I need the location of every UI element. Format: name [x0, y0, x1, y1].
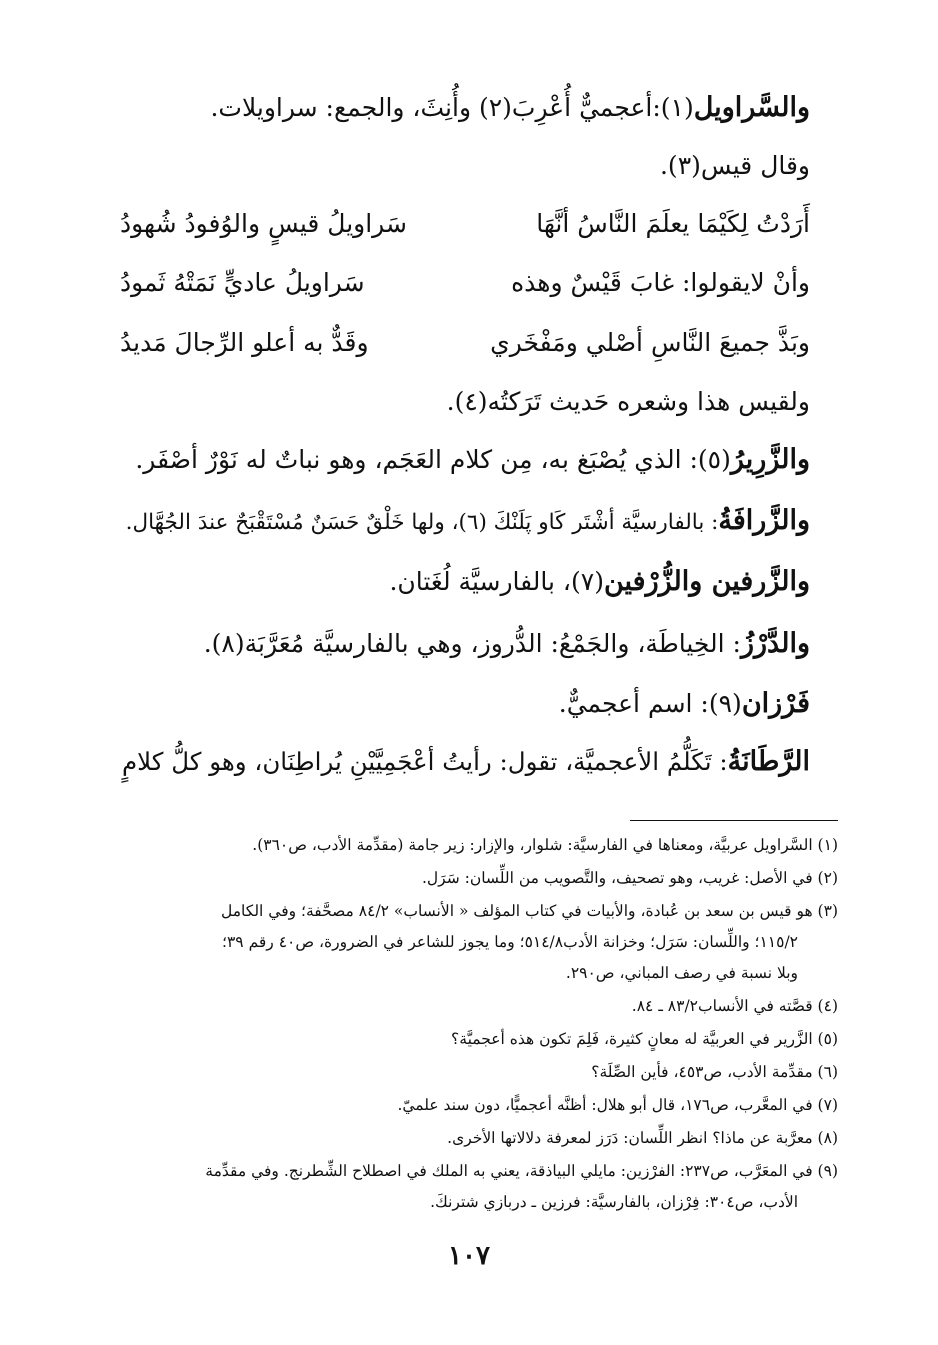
- entry-qays-intro: [120, 150, 810, 182]
- footnote-divider: [630, 820, 838, 821]
- verse-second-hemistich: وقَدٌّ به أعلو الرِّجالَ مَديدُ: [120, 328, 369, 357]
- entry-sarawil: [120, 92, 810, 124]
- entry-text: : الخِياطَة، والجَمْعُ: الدُّروز، وهي بالفارسيَّة مُعَرَّبَة(٨).: [203, 629, 741, 658]
- entry-text: : تَكَلُّمُ الأعجميَّة، تقول: رأيتُ أعْجَمِيَّيْنِ يُراطِنَان، وهو كلُّ كلامٍ: [121, 747, 728, 776]
- verse-second-hemistich: سَراويلُ قيسٍ والوُفودُ شُهودُ: [120, 209, 407, 238]
- footnote: (٦) مقدِّمة الأدب، ص٤٥٣، فأين الصِّلَة؟: [591, 1063, 838, 1081]
- footnote: (٧) في المعَّرب، ص١٧٦، قال أبو هلال: أظنَّه أعجميًّا، دون سند علميّ.: [397, 1096, 838, 1114]
- headword: الرَّطَانَةُ: [727, 746, 810, 777]
- footnote: (٩) في المعَرَّب، ص٢٣٧: الفرْزين: مايلي البياذقة، يعني به الملك في اصطلاح الشِّطرنج. وفي مقدِّمة: [205, 1162, 838, 1180]
- page-number: ١٠٧: [448, 1241, 490, 1271]
- entry-ratana: [120, 746, 810, 778]
- verse-first-hemistich: وبَذَّ جميعَ النَّاسِ أصْلي ومَفْخَري: [490, 328, 810, 357]
- headword: فَرْزان: [741, 688, 810, 719]
- footnote: (٢) في الأصل: غريب، وهو تصحيف، والتَّصويب من اللِّسان: سَرَل.: [421, 869, 838, 887]
- footnote: (٥) الزَّرير في العربيَّة له معانٍ كثيرة، فَلِمَ تكون هذه أعجميَّة؟: [451, 1030, 838, 1048]
- headword: والزَّرفين والزُّرْفين: [603, 566, 810, 597]
- entry-text: : بالفارسيَّة أشْتَر كَاو پَلَنْكَ (٦)، ولها خَلْقٌ حَسَنٌ مُسْتَقْبَحٌ عندَ الجُهَّال.: [125, 510, 719, 535]
- entry-text: (٥): الذي يُصْبَغ به، مِن كلام العَجَم، وهو نباتٌ له نَوْرٌ أصْفَر.: [135, 445, 731, 474]
- verse-line: [120, 326, 810, 360]
- verse-first-hemistich: وأنْ لايقولوا: غابَ قَيْسٌ وهذه: [511, 268, 810, 297]
- verse-first-hemistich: أَرَدْتُ لِكَيْمَا يعلَمَ النَّاسُ أنَّهَا: [536, 209, 810, 238]
- entry-text: (٧)، بالفارسيَّة لُغَتان.: [389, 567, 604, 596]
- entry-text: وقال قيس(٣).: [659, 151, 810, 180]
- verse-second-hemistich: سَراويلُ عاديٍّ نَمَتْهُ ثَمودُ: [120, 268, 365, 297]
- footnote-continuation: وبلا نسبة في رصف المباني، ص٢٩٠.: [565, 964, 798, 982]
- entry-zarir: [120, 444, 810, 476]
- entry-text: ولقيس هذا وشعره حَديث تَرَكتُه(٤).: [446, 387, 810, 416]
- entry-qays-note: [120, 386, 810, 418]
- entry-text: (٩): اسم أعجميٌّ.: [558, 689, 742, 718]
- entry-zarafa: [120, 505, 810, 539]
- footnote: (٨) معرَّبة عن ماذا؟ انظر اللِّسان: دَرَز لمعرفة دلالاتها الأخرى.: [447, 1129, 838, 1147]
- headword: والسَّراويل: [693, 92, 810, 123]
- headword: والزَّرِيرُ: [730, 444, 810, 475]
- entry-text: (١):أعجميٌّ أُعْرِبَ(٢) وأُنِثَ، والجمع: سراويلات.: [210, 93, 694, 122]
- footnote-continuation: ١١٥/٢؛ واللِّسان: سَرَل؛ وخزانة الأدب٥١٤/٨؛ وما يجوز للشاعر في الضرورة، ص٤٠ رقم ٣٩؛: [222, 933, 798, 951]
- footnote: (٤) قصَّته في الأنساب٨٣/٢ ـ ٨٤.: [631, 997, 838, 1015]
- footnote: (٣) هو قيس بن سعد بن عُبادة، والأبيات في كتاب المؤلف « الأنساب» ٨٤/٢ مصحَّفة؛ وفي الكامل: [221, 902, 838, 920]
- entry-darz: [120, 628, 810, 660]
- footnote-continuation: الأدب، ص٣٠٤: فِرْزان، بالفارسيَّة: فرزين ـ دربازي شترنكَ.: [430, 1193, 798, 1211]
- entry-farzan: [120, 688, 810, 720]
- headword: والزَّرافَةُ: [718, 505, 810, 536]
- headword: والدَّرْزُ: [740, 628, 810, 659]
- entry-zarfin: [120, 566, 810, 598]
- verse-line: [120, 207, 810, 241]
- footnote: (١) السَّراويل عربيَّة، ومعناها في الفارسيَّة: شلوار، والإزار: زير جامة (مقدِّمة الأدب، ص٣٦٠).: [252, 836, 838, 854]
- verse-line: [120, 266, 810, 300]
